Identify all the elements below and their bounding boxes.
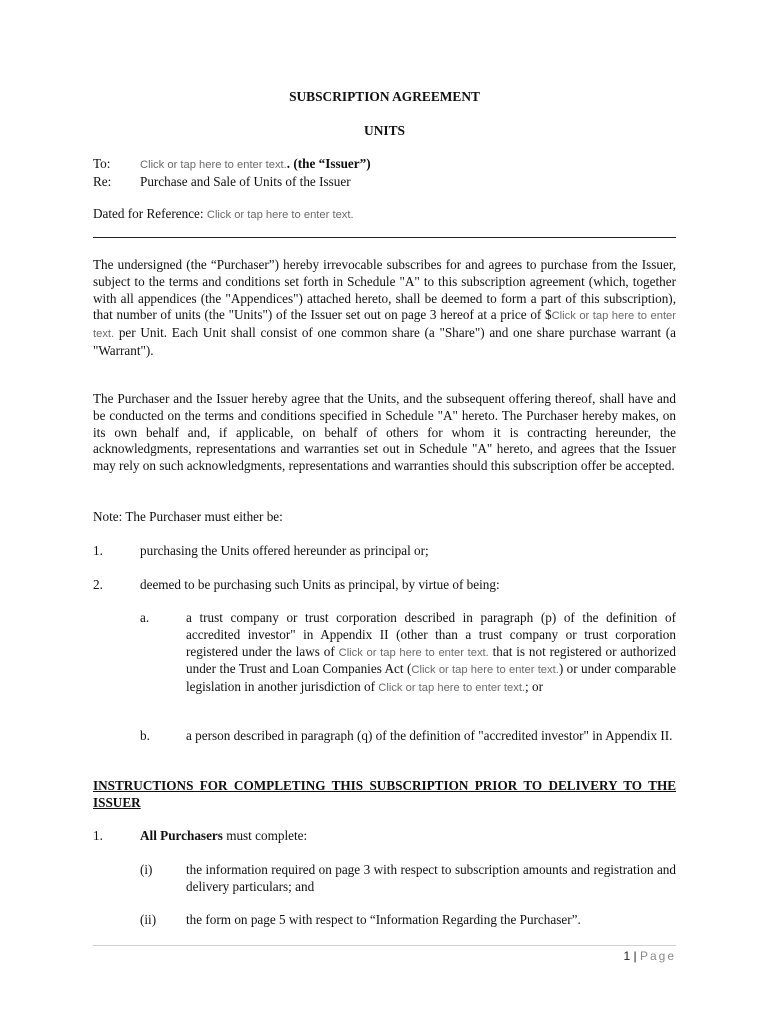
dated-line — [93, 206, 676, 224]
sub-a-part4: ; or — [525, 679, 543, 695]
step-bold: All Purchasers — [140, 828, 223, 843]
instructions-heading: INSTRUCTIONS FOR COMPLETING THIS SUBSCRIPTION PRIOR TO DELIVERY TO THE ISSUER — [93, 778, 676, 810]
footer-divider — [93, 945, 676, 946]
re-label: Re: — [93, 174, 112, 189]
agreement-paragraph: The Purchaser and the Issuer hereby agree that the Units, and the subsequent offering thereof, shall have and be conducted on the terms and conditions specified in Schedule "A" hereto. The Purchaser hereby makes, on its own behalf and, if applicable, on behalf of others for whom it is contracting hereunder, the acknowledgments, representations and warranties set out in Schedule "A" hereto, and agrees that the Issuer may rely on such acknowledgments, representations and warranties should this subscription offer be accepted. — [93, 391, 676, 474]
jurisdiction-field[interactable]: Click or tap here to enter text. — [338, 646, 489, 659]
act-field[interactable]: Click or tap here to enter text. — [411, 664, 559, 677]
sub-item-label: b. — [140, 728, 150, 743]
re-text: Purchase and Sale of Units of the Issuer — [140, 174, 351, 189]
sub-a-part2: that is not registered or authorized under the Trust and Loan Companies Act ( — [186, 643, 676, 677]
sub-item-label: a. — [140, 610, 150, 625]
other-jurisdiction-field[interactable]: Click or tap here to enter text. — [378, 682, 526, 695]
sub-item-text: the form on page 5 with respect to “Information Regarding the Purchaser”. — [186, 912, 581, 927]
sub-item-label: (i) — [140, 862, 153, 877]
list-number: 2. — [93, 577, 103, 592]
issuer-suffix: . (the “Issuer”) — [286, 156, 371, 171]
to-label: To: — [93, 156, 111, 171]
sub-item-label: (ii) — [140, 912, 157, 927]
intro-text-after: per Unit. Each Unit shall consist of one common share (a "Share") and one share purchase warrant (a "Warrant"). — [93, 325, 676, 358]
document-subtitle: UNITS — [364, 123, 405, 138]
to-line — [93, 156, 676, 174]
page-number: 1 — [623, 949, 631, 963]
note-line: Note: The Purchaser must either be: — [93, 509, 283, 524]
issuer-name-field[interactable]: Click or tap here to enter text. — [140, 159, 287, 171]
step-rest: must complete: — [222, 828, 308, 843]
page-footer — [623, 949, 676, 963]
list-text: purchasing the Units offered hereunder as principal or; — [140, 543, 429, 558]
header-divider — [93, 237, 676, 238]
sub-item-text: a person described in paragraph (q) of the definition of "accredited investor" in Appendix II. — [186, 728, 673, 743]
step-number: 1. — [93, 828, 103, 843]
intro-paragraph — [93, 257, 676, 360]
sub-item-text — [186, 610, 676, 697]
step-text — [140, 828, 676, 845]
dated-field[interactable]: Click or tap here to enter text. — [206, 209, 354, 221]
intro-text-before: The undersigned (the “Purchaser”) hereby irrevocable subscribes for and agrees to purchase from the Issuer, subject to the terms and conditions set forth in Schedule "A" to this subscription agreement (which, together with all appendices (the "Appendices") attached hereto, shall be deemed to form a part of this subscription), that number of units (the "Units") of the Issuer set out on page 3 hereof at a price of $ — [93, 257, 676, 323]
list-number: 1. — [93, 543, 103, 558]
sub-a-part1: a trust company or trust corporation described in paragraph (p) of the definition of accredited investor" in Appendix II (other than a trust company or trust corporation registered under the laws of — [186, 610, 676, 659]
page-word: Page — [639, 949, 676, 963]
sub-a-part3: ) or under comparable legislation in another jurisdiction of — [186, 661, 677, 695]
unit-price-field[interactable]: Click or tap here to enter text. — [93, 310, 677, 341]
page-separator: | — [630, 949, 640, 963]
document-title: SUBSCRIPTION AGREEMENT — [289, 89, 480, 104]
re-line — [93, 174, 676, 191]
sub-item-text: the information required on page 3 with respect to subscription amounts and registration and delivery particulars; and — [186, 862, 676, 894]
list-text: deemed to be purchasing such Units as principal, by virtue of being: — [140, 577, 500, 592]
dated-label: Dated for Reference: — [93, 206, 204, 221]
